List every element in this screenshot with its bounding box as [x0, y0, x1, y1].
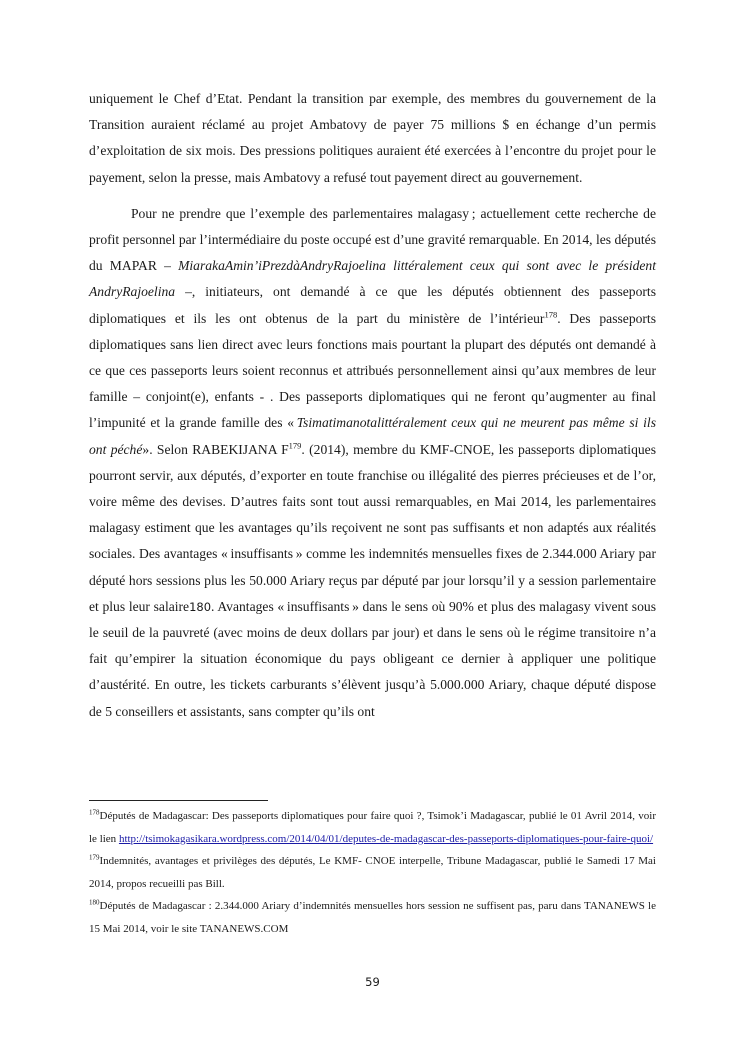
footnote-180: [89, 895, 656, 940]
footnotes: [89, 805, 656, 940]
paragraph-2-text: Pour ne prendre que l’exemple des parlementaires malagasy ; actuellement cette recherche de profit personnel par l’intermédiaire du poste occupé est d’une gravité remarquable. En 2014, les députés du MAPAR –: [89, 205, 656, 274]
body-text: [89, 86, 656, 725]
footnote-ref-180[interactable]: 180: [189, 599, 212, 614]
footnote-link[interactable]: http://tsimokagasikara.wordpress.com/2014/04/01/deputes-de-madagascar-des-passeports-diplomatiques-pour-faire-quoi/: [118, 832, 654, 845]
footnote-ref-178[interactable]: 178: [544, 309, 558, 320]
footnote-number: 178: [89, 808, 100, 817]
paragraph-2-text: . Avantages « insuffisants » dans le sens où 90% et plus des malagasy vivent sous le seuil de la pauvreté (avec moins de deux dollars par jour) et dans le sens où le régime transitoire n’a fait qu’empirer la situation économique du pays obligeant ce dernier à appliquer une politique d’austérité. En outre, les tickets carburants s’élèvent jusqu’à 5.000.000 Ariary, chaque député dispose de 5 conseillers et assistants, sans compter qu’ils ont: [89, 598, 656, 719]
footnote-ref-179[interactable]: 179: [288, 440, 302, 451]
paragraph-2-text: –, initiateurs, ont demandé à ce que les députés obtiennent des passeports diplomatiques et ils les ont obtenus de la part du ministère de l’intérieur: [89, 284, 656, 326]
paragraph-2-text: . Des passeports diplomatiques sans lien direct avec leurs fonctions mais pourtant la plupart des députés ont demandé à ce que ces passeports leurs soient reconnus et attribués personnellement ainsi qu’aux membres de leur famille – conjoint(e), enfants - . Des passeports diplomatiques qui ne feront qu’augmenter au final l’impunité et la grande famille des «: [89, 310, 657, 431]
footnote-text: Députés de Madagascar: Des passeports diplomatiques pour faire quoi ?, Tsimok’i Madagascar, publié le 01 Avril 2014, voir le lien: [89, 810, 656, 845]
paragraph-2-text: ». Selon RABEKIJANA F: [142, 441, 289, 457]
footnote-separator: [89, 800, 268, 801]
footnote-number: 179: [89, 853, 100, 862]
footnote-text: Indemnités, avantages et privilèges des députés, Le KMF- CNOE interpelle, Tribune Madagascar, publié le Samedi 17 Mai 2014, propos recueilli pas Bill.: [89, 855, 656, 890]
paragraph-2-text: . (2014), membre du KMF-CNOE, les passeports diplomatiques pourront servir, aux députés, d’exporter en toute franchise ou illégalité des pierres précieuses et de l’or, voire même des devises. D’autres faits sont tout aussi remarquables, en Mai 2014, les parlementaires malagasy estiment que les avantages qu’ils reçoivent ne sont pas suffisants et non adaptés aux réalités sociales. Des avantages « insuffisants » comme les indemnités mensuelles fixes de 2.344.000 Ariary par député hors sessions plus les 50.000 Ariary reçus par député par jour lorsqu’il y a session parlementaire et plus leur salaire: [89, 441, 656, 614]
paragraph-2: [89, 201, 656, 725]
footnote-178: [89, 805, 656, 850]
footnote-number: 180: [89, 898, 100, 907]
tsimatimanota-translation: Tsimatimanotalittéralement ceux qui ne meurent pas même si ils ont péché: [89, 415, 656, 457]
page-number: 59: [365, 975, 380, 989]
paragraph-1: uniquement le Chef d’Etat. Pendant la transition par exemple, des membres du gouvernement de la Transition auraient réclamé au projet Ambatovy de payer 75 millions $ en échange d’un permis d’exploitation de six mois. Des pressions politiques auraient été exercées à l’encontre du projet pour le payement, selon la presse, mais Ambatovy a refusé tout payement direct au gouvernement.: [89, 91, 656, 185]
footnote-text: Députés de Madagascar : 2.344.000 Ariary d’indemnités mensuelles hors session ne suffisent pas, paru dans TANANEWS le 15 Mai 2014, voir le site TANANEWS.COM: [89, 900, 656, 935]
mapar-translation: MiarakaAmin’iPrezdàAndryRajoelina littéralement ceux qui sont avec le président AndryRajoelina: [89, 258, 657, 300]
footnote-179: [89, 850, 656, 895]
